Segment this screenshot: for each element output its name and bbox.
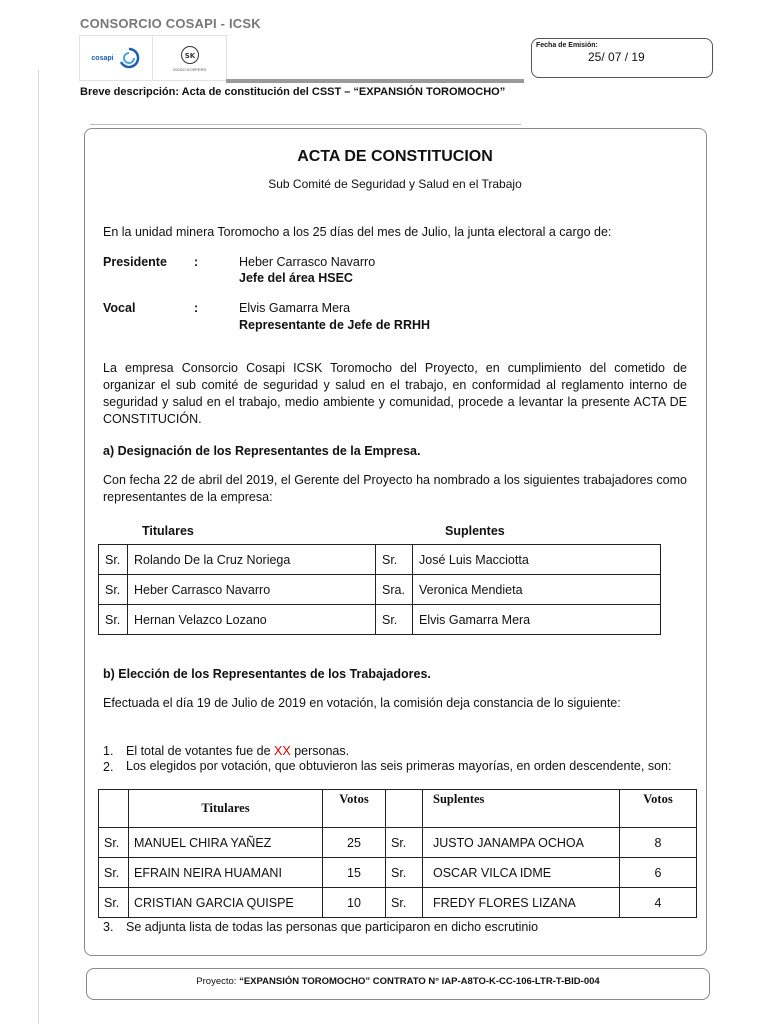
table-row bbox=[99, 858, 697, 888]
document-title: ACTA DE CONSTITUCION bbox=[297, 148, 493, 165]
titular-prefix: Sr. bbox=[99, 575, 128, 605]
cosapi-logo-text: cosapi bbox=[91, 54, 114, 62]
list-item-2: Los elegidos por votación, que obtuvieron las seis primeras mayorías, en orden descendente, son: bbox=[126, 759, 672, 773]
table-row bbox=[99, 888, 697, 918]
titular-votes: 10 bbox=[323, 888, 386, 918]
votos-column-header-2: Votos bbox=[620, 790, 697, 828]
section-b-heading: b) Elección de los Representantes de los Trabajadores. bbox=[103, 667, 431, 681]
vocal-colon: : bbox=[194, 301, 199, 315]
suplente-name: FREDY FLORES LIZANA bbox=[423, 888, 620, 918]
suplente-prefix: Sr. bbox=[386, 858, 423, 888]
suplente-votes: 6 bbox=[620, 858, 697, 888]
section-b-text: Efectuada el día 19 de Julio de 2019 en votación, la comisión deja constancia de lo siguiente: bbox=[103, 696, 621, 710]
date-label: Fecha de Emisión: bbox=[536, 42, 598, 49]
list-item-1-text: El total de votantes fue de bbox=[126, 744, 275, 758]
titular-votes: 15 bbox=[323, 858, 386, 888]
cosapi-logo bbox=[80, 36, 153, 80]
titular-name: Heber Carrasco Navarro bbox=[128, 575, 376, 605]
list-item-3: Se adjunta lista de todas las personas que participaron en dicho escrutinio bbox=[126, 920, 539, 934]
suplente-name: OSCAR VILCA IDME bbox=[423, 858, 620, 888]
footer-project-text: “EXPANSIÓN TOROMOCHO” CONTRATO N° IAP-A8TO-K-CC-106-LTR-T-BID-004 bbox=[239, 976, 600, 987]
titular-prefix: Sr. bbox=[99, 605, 128, 635]
body-paragraph: La empresa Consorcio Cosapi ICSK Toromocho del Proyecto, en cumplimiento del cometido de organizar el sub comité de seguridad y salud en el trabajo, en conformidad al reglamento interno de seguridad y salud en el trabajo, medio ambiente y comunidad, procede a levantar la presente ACTA DE CONSTITUCIÓN. bbox=[103, 361, 687, 426]
list-item-1-suffix: personas. bbox=[290, 744, 350, 758]
list-item-1-number: 1. bbox=[103, 744, 114, 758]
company-name: CONSORCIO COSAPI - ICSK bbox=[80, 16, 261, 31]
voter-count-placeholder: XX bbox=[274, 744, 291, 758]
suplente-votes: 8 bbox=[620, 828, 697, 858]
icsk-logo bbox=[153, 36, 226, 80]
vocal-label: Vocal bbox=[103, 301, 136, 315]
suplente-prefix: Sr. bbox=[386, 828, 423, 858]
company-representatives-table bbox=[98, 544, 661, 635]
vocal-role: Representante de Jefe de RRHH bbox=[239, 318, 431, 332]
titular-votes: 25 bbox=[323, 828, 386, 858]
table-header-row bbox=[99, 790, 697, 828]
titular-name: MANUEL CHIRA YAÑEZ bbox=[129, 828, 323, 858]
presidente-name: Heber Carrasco Navarro bbox=[239, 255, 376, 269]
elected-workers-table bbox=[98, 789, 697, 918]
list-item-1 bbox=[126, 743, 349, 760]
titular-prefix: Sr. bbox=[99, 858, 129, 888]
vocal-name: Elvis Gamarra Mera bbox=[239, 301, 351, 315]
short-description: Breve descripción: Acta de constitución del CSST – “EXPANSIÓN TOROMOCHO” bbox=[80, 86, 506, 98]
list-item-3-number: 3. bbox=[103, 920, 114, 934]
table-row bbox=[99, 545, 661, 575]
titular-prefix: Sr. bbox=[99, 545, 128, 575]
icsk-emblem-text: SK bbox=[184, 51, 195, 60]
titular-prefix: Sr. bbox=[99, 828, 129, 858]
footer-label: Proyecto: bbox=[196, 976, 240, 987]
titular-name: Rolando De la Cruz Noriega bbox=[128, 545, 376, 575]
logos-box bbox=[79, 35, 227, 81]
suplente-name: José Luis Macciotta bbox=[413, 545, 661, 575]
company-suplentes-header: Suplentes bbox=[445, 524, 505, 538]
footer-project bbox=[86, 976, 710, 987]
suplente-prefix: Sr. bbox=[376, 605, 413, 635]
titular-name: CRISTIAN GARCIA QUISPE bbox=[129, 888, 323, 918]
header-blank bbox=[386, 790, 423, 828]
titular-name: Hernan Velazco Lozano bbox=[128, 605, 376, 635]
presidente-label: Presidente bbox=[103, 255, 167, 269]
icsk-logo-subtext: SIGDO KOPPERS bbox=[172, 66, 207, 72]
suplente-name: Elvis Gamarra Mera bbox=[413, 605, 661, 635]
icsk-emblem-icon bbox=[180, 45, 200, 65]
section-a-heading: a) Designación de los Representantes de la Empresa. bbox=[103, 444, 421, 458]
left-margin-line bbox=[38, 70, 39, 1024]
intro-text: En la unidad minera Toromocho a los 25 días del mes de Julio, la junta electoral a cargo de: bbox=[103, 225, 612, 239]
section-a-text: Con fecha 22 de abril del 2019, el Gerente del Proyecto ha nombrado a los siguientes trabajadores como representantes de la empresa: bbox=[103, 473, 687, 504]
document-subtitle: Sub Comité de Seguridad y Salud en el Trabajo bbox=[268, 177, 522, 191]
table-row bbox=[99, 575, 661, 605]
suplente-name: Veronica Mendieta bbox=[413, 575, 661, 605]
date-value: 25/ 07 / 19 bbox=[588, 50, 645, 64]
header-blank bbox=[99, 790, 129, 828]
suplente-prefix: Sr. bbox=[376, 545, 413, 575]
list-item-2-number: 2. bbox=[103, 760, 114, 774]
titular-name: EFRAIN NEIRA HUAMANI bbox=[129, 858, 323, 888]
cosapi-swirl-icon bbox=[117, 46, 141, 70]
suplente-name: JUSTO JANAMPA OCHOA bbox=[423, 828, 620, 858]
table-row bbox=[99, 828, 697, 858]
company-titulares-header: Titulares bbox=[142, 524, 194, 538]
titular-prefix: Sr. bbox=[99, 888, 129, 918]
header-rule bbox=[226, 79, 524, 83]
suplente-votes: 4 bbox=[620, 888, 697, 918]
suplentes-column-header: Suplentes bbox=[423, 790, 620, 828]
presidente-role: Jefe del área HSEC bbox=[239, 271, 353, 285]
suplente-prefix: Sra. bbox=[376, 575, 413, 605]
table-row bbox=[99, 605, 661, 635]
titulares-column-header: Titulares bbox=[129, 790, 323, 828]
votos-column-header: Votos bbox=[323, 790, 386, 828]
suplente-prefix: Sr. bbox=[386, 888, 423, 918]
description-separator bbox=[90, 124, 521, 125]
presidente-colon: : bbox=[194, 255, 199, 269]
